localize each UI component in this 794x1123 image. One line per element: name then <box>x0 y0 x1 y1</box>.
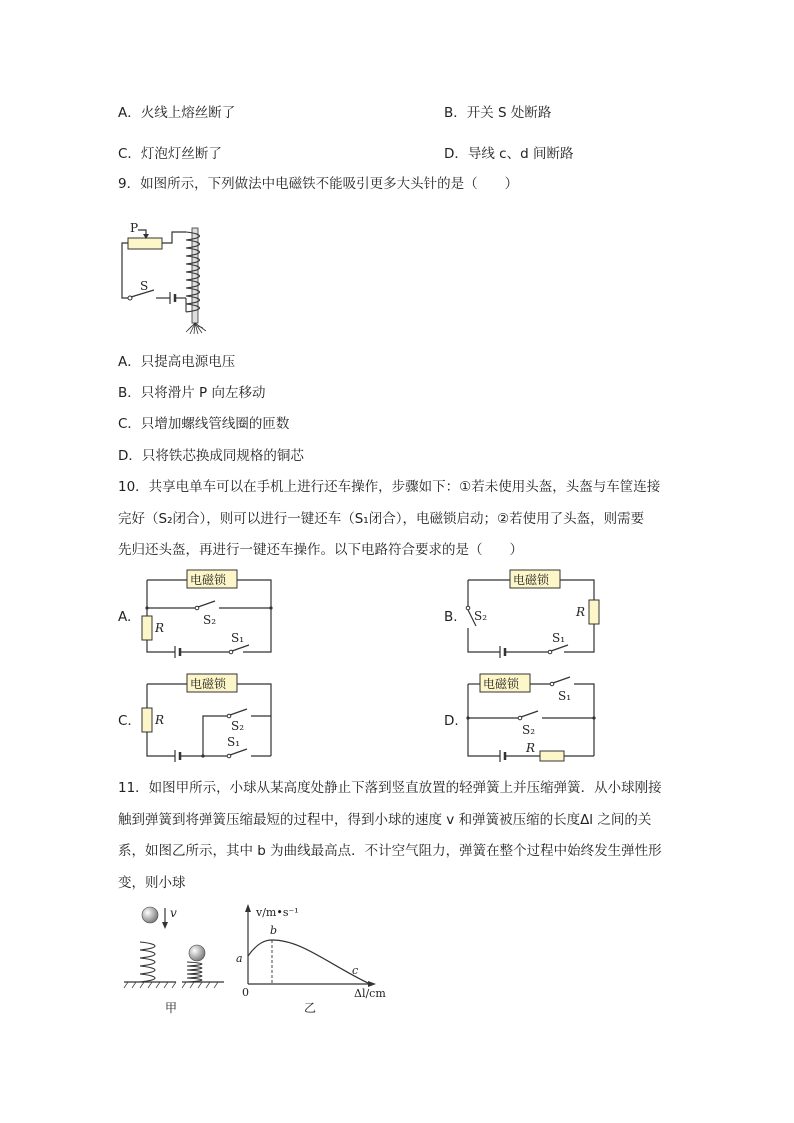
pins <box>186 323 206 334</box>
lock-label: 电磁锁 <box>483 677 520 691</box>
q10-line-3: 先归还头盔，再进行一键还车操作。以下电路符合要求的是（ ） <box>118 542 523 558</box>
circuit-d-letter: D. <box>444 713 459 729</box>
resistor-r <box>142 708 152 732</box>
r-label: R <box>526 741 536 755</box>
circuit-c <box>135 672 280 764</box>
falling-ball <box>142 907 158 923</box>
q10-line-2: 完好（S₂闭合），则可以进行一键还车（S₁闭合），电磁锁启动；②若使用了头盔，则需要 <box>118 511 645 527</box>
q9-stem: 9．如图所示，下列做法中电磁铁不能吸引更多大头针的是（ ） <box>118 176 519 192</box>
s1-label: S₁ <box>552 631 566 645</box>
rheostat-p-label: P <box>130 221 139 235</box>
s2-label: S₂ <box>231 719 245 733</box>
q8-option-d: D．导线 c、d 间断路 <box>444 146 574 162</box>
lock-label: 电磁锁 <box>513 573 550 587</box>
r-label: R <box>155 713 165 727</box>
y-axis-label: v/m•s⁻¹ <box>256 906 299 919</box>
x-axis-label: Δl/cm <box>354 987 386 1000</box>
q8-option-a: A．火线上熔丝断了 <box>118 105 236 121</box>
ball-on-spring <box>189 945 205 961</box>
q11-line-4: 变，则小球 <box>118 875 186 891</box>
circuit-c-letter: C. <box>118 713 132 729</box>
q8-option-c: C．灯泡灯丝断了 <box>118 146 222 162</box>
switch-s-label: S <box>140 279 149 293</box>
s1-label: S₁ <box>227 735 241 749</box>
q11-line-1: 11．如图甲所示，小球从某高度处静止下落到竖直放置的轻弹簧上并压缩弹簧．从小球刚接 <box>118 780 662 796</box>
point-a-label: a <box>236 952 243 965</box>
rheostat <box>128 238 162 249</box>
s2-label: S₂ <box>203 613 217 627</box>
q10-line-1: 10．共享电单车可以在手机上进行还车操作，步骤如下：①若未使用头盔，头盔与车筐连接 <box>118 479 661 495</box>
velocity-v-label: v <box>170 906 177 920</box>
q9-option-d: D．只将铁芯换成同规格的铜芯 <box>118 448 304 464</box>
q11-line-3: 系，如图乙所示，其中 b 为曲线最高点．不计空气阻力，弹簧在整个过程中始终发生弹性形 <box>118 843 662 859</box>
s2-label: S₂ <box>522 723 536 737</box>
q8-option-b: B．开关 S 处断路 <box>444 105 552 121</box>
s2-label: S₂ <box>474 609 488 623</box>
figure-yi-velocity-graph <box>232 900 397 1020</box>
resistor-r <box>142 616 152 640</box>
r-label: R <box>576 605 586 619</box>
point-c-label: c <box>352 964 359 977</box>
q9-electromagnet-diagram <box>118 210 218 338</box>
figure-jia-ball-spring <box>120 900 230 1020</box>
spring-uncompressed <box>140 942 155 982</box>
q9-option-a: A．只提高电源电压 <box>118 354 236 370</box>
lock-label: 电磁锁 <box>190 677 227 691</box>
circuit-b <box>460 568 605 660</box>
resistor-r <box>589 600 599 624</box>
circuit-a <box>135 568 280 660</box>
q11-line-2: 触到弹簧到将弹簧压缩最短的过程中，得到小球的速度 v 和弹簧被压缩的长度Δl 之间的关 <box>118 812 652 828</box>
figure-jia-caption: 甲 <box>165 1001 178 1015</box>
q9-option-c: C．只增加螺线管线圈的匝数 <box>118 416 290 432</box>
circuit-b-letter: B. <box>444 609 458 625</box>
q9-option-b: B．只将滑片 P 向左移动 <box>118 385 266 401</box>
spring-compressed <box>187 962 202 982</box>
point-b-label: b <box>270 924 278 937</box>
velocity-curve <box>248 940 370 984</box>
lock-label: 电磁锁 <box>190 573 227 587</box>
resistor-r <box>540 751 564 761</box>
circuit-a-letter: A. <box>118 609 132 625</box>
s1-label: S₁ <box>231 631 245 645</box>
r-label: R <box>155 621 165 635</box>
s1-label: S₁ <box>558 689 572 703</box>
figure-yi-caption: 乙 <box>304 1001 317 1015</box>
origin-label: 0 <box>242 986 249 999</box>
circuit-d <box>460 672 605 764</box>
